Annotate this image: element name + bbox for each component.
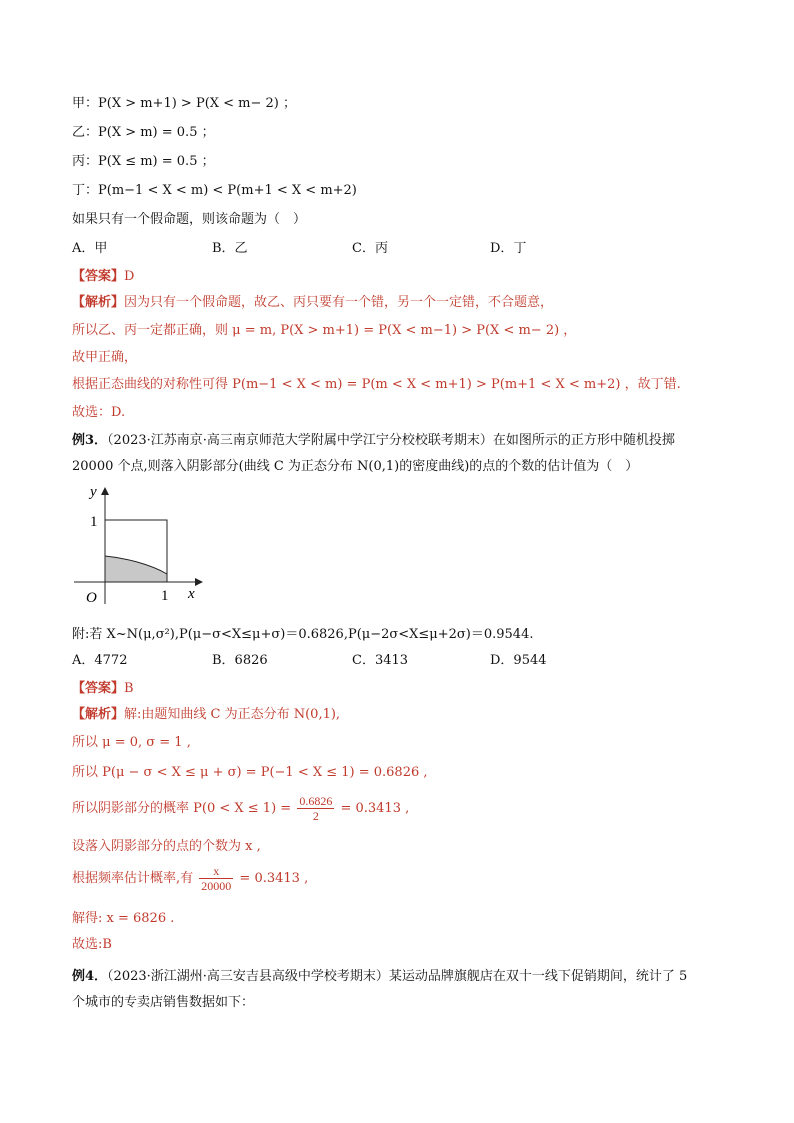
analysis-line-3: 故甲正确，: [72, 350, 138, 365]
prob-numerator: 0.6826: [299, 794, 333, 808]
proposition-yi: 乙：P(X > m) = 0.5 ；: [72, 125, 215, 140]
choose-line: 故选：D.: [72, 405, 126, 420]
analysis-line-4: 根据正态曲线的对称性可得 P(m−1 < X < m) = P(m < X < m+1) > P(m+1 < X < m+2) ，故丁错.: [72, 377, 681, 392]
example-4-text: （2023·浙江湖州·高三安吉县高级中学校考期末）某运动品牌旗舰店在双十一线下促销期间，统计了 5: [107, 969, 688, 984]
analysis-label: 【解析】: [72, 707, 125, 722]
option-c: C．丙: [352, 241, 388, 256]
example-3-line-2: 20000 个点,则落入阴影部分(曲线 C 为正态分布 N(0,1)的密度曲线)的点的个数的估计值为（ ）: [72, 459, 639, 474]
analysis-line-6: [72, 864, 308, 894]
prob-denominator: 2: [312, 809, 319, 823]
example-4-label: 例4．: [72, 969, 108, 984]
normal-curve-figure: [70, 482, 210, 610]
analysis-line-4: [72, 794, 409, 824]
freq-prefix: 根据频率估计概率,有: [72, 871, 194, 886]
analysis-line-5: 设落入阴影部分的点的个数为 x ,: [72, 839, 261, 854]
answer-line: [72, 680, 134, 698]
analysis-label: 【解析】: [72, 295, 125, 310]
y-axis-label: y: [90, 484, 97, 500]
answer-line: [72, 268, 134, 286]
x-axis-label: x: [188, 586, 195, 602]
option-d: D．丁: [490, 241, 527, 256]
analysis-line-2: 所以乙、丙一定都正确，则 μ = m, P(X > m+1) = P(X < m−1) > P(X < m− 2) ，: [72, 323, 577, 338]
example-3-label: 例3．: [72, 433, 108, 448]
answer-value: D: [124, 269, 135, 284]
answer-label: 【答案】: [72, 269, 125, 284]
analysis-text: 解:由题知曲线 C 为正态分布 N(0,1),: [124, 707, 341, 722]
example-4-line-2: 个城市的专卖店销售数据如下：: [72, 995, 255, 1010]
analysis-line-7: 解得: x = 6826 .: [72, 911, 175, 926]
analysis-line-2: 所以 μ = 0, σ = 1 ,: [72, 735, 191, 750]
proposition-jia: 甲：P(X > m+1) > P(X < m− 2) ；: [72, 96, 297, 111]
freq-suffix: = 0.3413 ,: [239, 871, 309, 886]
analysis-text: 因为只有一个假命题，故乙、丙只要有一个错，另一个一定错，不合题意，: [124, 295, 554, 310]
freq-denominator: 20000: [201, 879, 232, 893]
origin-label: O: [86, 590, 97, 606]
example-3-line-1: [72, 432, 675, 450]
option-a: A．4772: [72, 653, 128, 668]
option-c: C．3413: [352, 653, 409, 668]
example-4-line-1: [72, 968, 687, 986]
analysis-line-1: [72, 706, 340, 724]
option-b: B．6826: [212, 653, 268, 668]
x-one-label: 1: [161, 588, 169, 604]
answer-value: B: [124, 681, 134, 696]
note-line: 附:若 X~N(μ,σ²),P(μ−σ<X≤μ+σ)＝0.6826,P(μ−2σ<X≤μ+2σ)＝0.9544.: [72, 627, 534, 642]
option-d: D．9544: [490, 653, 547, 668]
prob-fraction: [297, 794, 334, 823]
example-3-text: （2023·江苏南京·高三南京师范大学附属中学江宁分校校联考期末）在如图所示的正方形中随机投掷: [107, 433, 675, 448]
question-text: 如果只有一个假命题，则该命题为（ ）: [72, 212, 307, 227]
proposition-bing: 丙：P(X ≤ m) = 0.5 ；: [72, 154, 215, 169]
proposition-ding: 丁：P(m−1 < X < m) < P(m+1 < X < m+2): [72, 183, 357, 198]
answer-label: 【答案】: [72, 681, 125, 696]
option-a: A．甲: [72, 241, 108, 256]
analysis-line-3: 所以 P(μ − σ < X ≤ μ + σ) = P(−1 < X ≤ 1) = 0.6826 ,: [72, 765, 428, 780]
choose-line: 故选:B: [72, 937, 112, 952]
prob-prefix: 所以阴影部分的概率 P(0 < X ≤ 1) =: [72, 801, 292, 816]
prob-suffix: = 0.3413 ,: [340, 801, 410, 816]
freq-numerator: x: [199, 864, 233, 879]
option-b: B．乙: [212, 241, 248, 256]
analysis-line-1: [72, 294, 553, 312]
y-one-label: 1: [90, 514, 98, 530]
freq-fraction: [199, 864, 233, 893]
